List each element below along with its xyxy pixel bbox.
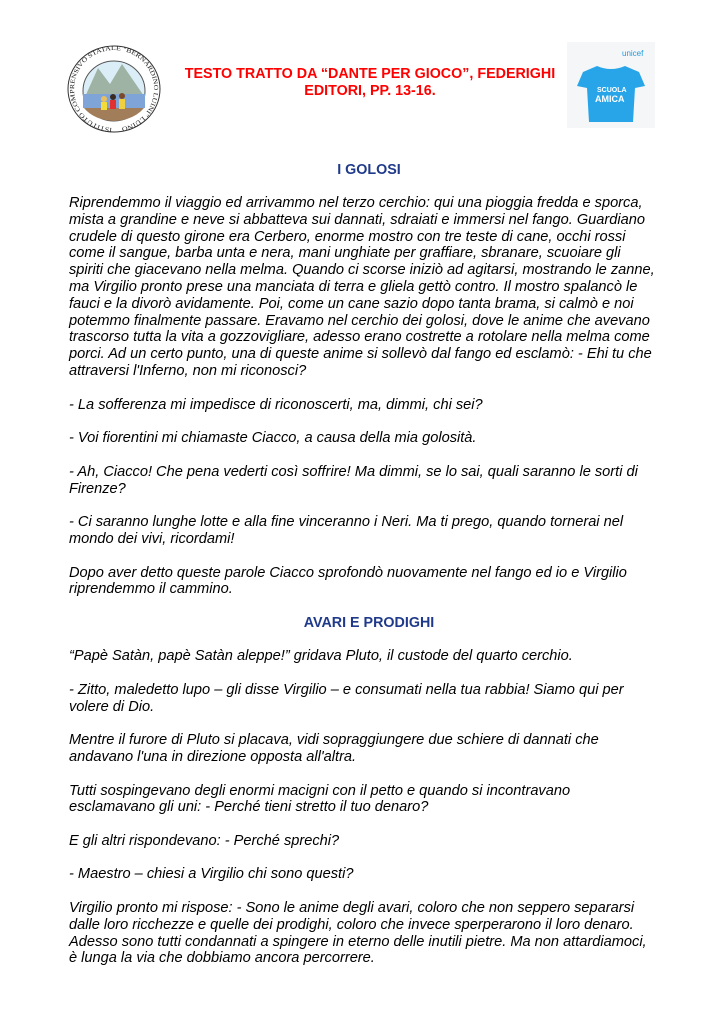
text-line: mista a grandine e neve si abbatteva sui dannati, sdraiati e immersi nel fango. Guardiano [69,211,645,228]
text-line: - Maestro – chiesi a Virgilio chi sono questi? [69,866,354,883]
text-line: mondo dei vivi, ricordami! [69,530,235,547]
text-line: Riprendemmo il viaggio ed arrivammo nel terzo cerchio: qui una pioggia fredda e sporca, [69,195,643,211]
unicef-scuola-amica-logo [567,42,655,128]
text-line: riprendemmo il cammino. [69,581,233,598]
text-line: “Papè Satàn, papè Satàn aleppe!” gridava Pluto, il custode del quarto cerchio. [69,648,573,665]
text-line: crudele di questo girone era Cerbero, enorme mostro con tre teste di cane, occhi rossi [69,228,626,245]
text-line: - Zitto, maledetto lupo – gli disse Virgilio – e consumati nella tua rabbia! Siamo qui per [69,681,624,698]
text-line: porci. Ad un certo punto, una di queste anime si sollevò dal fango ed esclamò: - Ehi tu che [69,346,652,363]
paragraph [69,732,669,766]
text-line: spiriti che giacevano nella melma. Quando ci scorse iniziò ad agitarsi, mostrando le zanne, [69,262,655,279]
school-logo-ring-text: ISTITUTO COMPRENSIVO STATALE "BERNARDINO LUINI" LUINO [68,44,160,133]
paragraph [69,514,669,548]
text-line: Firenze? [69,480,126,497]
section-heading: AVARI E PRODIGHI [303,615,435,632]
paragraph [69,783,669,817]
text-line: Dopo aver detto queste parole Ciacco sprofondò nuovamente nel fango ed io e Virgilio [69,564,627,581]
svg-text:unicef: unicef [622,49,644,58]
text-line: Mentre il furore di Pluto si placava, vidi sopraggiungere due schiere di dannati che [69,732,599,749]
text-line: - Voi fiorentini mi chiamaste Ciacco, a causa della mia golosità. [69,430,477,447]
text-line: attraversi l'Inferno, non mi riconosci? [69,362,307,379]
paragraph [69,833,669,850]
text-line: Adesso sono tutti condannati a spingere in eterno delle inutili pietre. Ma non attardiamoci, [69,933,647,950]
paragraph [69,900,669,967]
text-line: - Ah, Ciacco! Che pena vederti così soffrire! Ma dimmi, se lo sai, quali saranno le sorti di [69,463,638,480]
svg-text:AMICA: AMICA [595,94,625,104]
paragraph [69,397,669,414]
header-title-line: TESTO TRATTO DA “DANTE PER GIOCO”, FEDERIGHI [184,66,556,82]
text-line: trascorso tutta la vita a gozzovigliare, adesso erano costrette a rotolare nella melma come [69,329,650,346]
paragraph [69,648,669,665]
paragraph [69,682,669,716]
school-logo [66,44,162,134]
paragraph [69,430,669,447]
text-line: - La sofferenza mi impedisce di riconoscerti, ma, dimmi, chi sei? [69,396,483,413]
paragraph [69,464,669,498]
text-line: è lunga la via che dobbiamo ancora percorrere. [69,950,375,967]
text-line: Tutti sospingevano degli enormi macigni con il petto e quando si incontravano [69,782,571,799]
text-line: esclamavano gli uni: - Perché tieni stretto il tuo denaro? [69,799,429,816]
document-header-title [160,66,580,100]
text-line: E gli altri rispondevano: - Perché sprechi? [69,832,340,849]
text-line: fauci e la divorò avidamente. Poi, come un cane sazio dopo tanta brama, si calmò e noi [69,295,634,312]
svg-text:SCUOLA: SCUOLA [597,87,627,94]
text-line: dalle loro ricchezze e quelle dei prodighi, coloro che invece sperperarono il loro denaro. [69,916,634,933]
section-heading: I GOLOSI [337,162,401,178]
text-line: volere di Dio. [69,698,155,715]
paragraph [69,195,669,380]
text-line: - Ci saranno lunghe lotte e alla fine vinceranno i Neri. Ma ti prego, quando tornerai nel [69,514,624,531]
text-line: andavano l'una in direzione opposta all'altra. [69,748,357,765]
paragraph [69,866,669,883]
paragraph [69,565,669,599]
header-title-line: EDITORI, PP. 13-16. [304,83,436,99]
document-body [69,162,669,984]
text-line: come il sangue, barba unta e nera, mani unghiate per graffiare, sbranare, scuoiare gli [69,245,621,262]
text-line: potemmo finalmente passare. Eravamo nel cerchio dei golosi, dove le anime che avevano [69,312,650,329]
text-line: ma Virgilio pronto prese una manciata di terra e gliela gettò contro. Il mostro spalancò le [69,278,638,295]
text-line: Virgilio pronto mi rispose: - Sono le anime degli avari, coloro che non seppero separarsi [69,900,635,917]
